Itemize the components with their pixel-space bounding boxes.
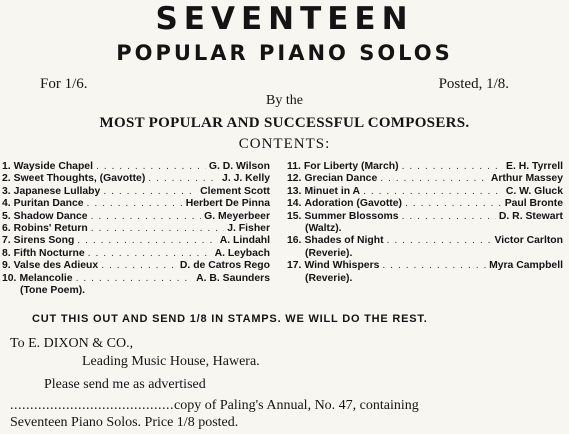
entry-title: Valse des Adieux <box>13 260 99 272</box>
entry-number: 16. <box>287 235 302 247</box>
contents-left-column <box>2 161 270 297</box>
entry-title: Shades of Night <box>304 235 384 247</box>
entry-title: Japanese Lullaby <box>13 185 101 197</box>
entry-note: (Waltz). <box>305 223 342 235</box>
dot-leader <box>380 173 488 185</box>
entry-number: 2. <box>2 173 11 185</box>
entry-composer: G. Meyerbeer <box>204 210 270 222</box>
entry-title: Summer Blossoms <box>304 210 399 222</box>
headline-subtitle: POPULAR PIANO SOLOS <box>116 41 453 65</box>
entry-number: 13. <box>287 185 302 197</box>
contents-entry <box>2 161 270 173</box>
contents-entry <box>287 260 563 272</box>
entry-title: Shadow Dance <box>13 210 88 222</box>
entry-composer: A. Leybach <box>214 247 270 259</box>
dot-leader <box>148 173 219 185</box>
dot-leader <box>88 248 212 260</box>
entry-composer: Paul Bronte <box>504 198 563 210</box>
entry-title: For Liberty (March) <box>303 161 399 172</box>
entry-title: Grecian Dance <box>304 173 378 185</box>
contents-entry <box>287 211 563 223</box>
entry-number: 6. <box>2 223 11 235</box>
entry-number: 7. <box>2 235 11 247</box>
dot-leader <box>402 161 503 173</box>
entry-title: Puritan Dance <box>13 198 84 210</box>
address-line-1: To E. DIXON & CO., <box>10 336 134 351</box>
entry-composer: J. J. Kelly <box>222 173 270 185</box>
contents-entry <box>287 173 563 185</box>
headline-title: SEVENTEEN <box>155 1 414 37</box>
dot-leader <box>387 235 492 247</box>
entry-composer: C. W. Gluck <box>505 185 563 197</box>
entry-number: 10. <box>2 272 17 284</box>
byline: By the <box>266 93 303 108</box>
entry-composer: G. D. Wilson <box>208 161 270 172</box>
dot-leader <box>77 235 216 247</box>
entry-number: 14. <box>287 198 302 210</box>
contents-right-column <box>287 161 563 285</box>
entry-note: (Reverie). <box>305 272 353 284</box>
contents-entry <box>2 248 270 260</box>
entry-number: 11. <box>287 161 301 172</box>
entry-title: Robins' Return <box>13 223 88 235</box>
entry-composer: D. R. Stewart <box>498 210 563 222</box>
dot-leader <box>91 211 202 223</box>
entry-composer: Arthur Massey <box>490 173 563 185</box>
entry-number: 3. <box>2 185 11 197</box>
dot-leader <box>101 260 177 272</box>
entry-composer: A. B. Saunders <box>196 272 270 284</box>
entry-number: 8. <box>2 247 11 259</box>
contents-entry <box>2 223 270 235</box>
composers-line: MOST POPULAR AND SUCCESSFUL COMPOSERS. <box>99 115 470 131</box>
contents-entry <box>287 235 563 247</box>
contents-entry <box>2 198 270 210</box>
entry-title: Adoration (Gavotte) <box>304 198 403 210</box>
contents-entry <box>287 186 563 198</box>
entry-composer: J. Fisher <box>227 223 270 235</box>
entry-title: Sweet Thoughts, (Gavotte) <box>13 173 146 185</box>
entry-number: 12. <box>287 173 302 185</box>
entry-note: (Tone Poem). <box>20 285 86 297</box>
contents-entry <box>2 211 270 223</box>
entry-title: Wayside Chapel <box>13 161 93 172</box>
entry-composer: Victor Carlton <box>494 235 563 247</box>
entry-title: Minuet in A <box>304 185 361 197</box>
cut-out-instruction: CUT THIS OUT AND SEND 1/8 IN STAMPS. WE WILL DO THE REST. <box>32 313 428 325</box>
contents-entry <box>2 186 270 198</box>
price: For 1/6. <box>40 76 88 92</box>
contents-entry <box>2 273 270 285</box>
entry-number: 15. <box>287 210 302 222</box>
entry-number: 4. <box>2 198 11 210</box>
entry-composer: A. Lindahl <box>219 235 270 247</box>
address-line-2: Leading Music House, Hawera. <box>82 354 260 369</box>
dot-leader <box>91 223 225 235</box>
entry-title: Wind Whispers <box>304 260 380 272</box>
dot-leader <box>76 273 193 285</box>
dot-leader <box>103 186 197 198</box>
entry-note: (Reverie). <box>305 247 353 259</box>
entry-title: Sirens Song <box>13 235 75 247</box>
order-copy-text: copy of Paling's Annual, No. 47, containing <box>174 398 419 413</box>
entry-title: Fifth Nocturne <box>13 247 85 259</box>
contents-entry <box>2 235 270 247</box>
entry-composer: D. de Catros Rego <box>179 260 270 272</box>
entry-title: Melancolie <box>19 272 73 284</box>
dot-leader <box>87 198 183 210</box>
entry-composer: E. H. Tyrrell <box>506 161 563 172</box>
order-request: Please send me as advertised <box>44 377 206 392</box>
entry-number: 17. <box>287 260 302 272</box>
dot-leader <box>363 186 503 198</box>
dot-leader <box>402 211 496 223</box>
entry-composer: Herbert De Pinna <box>185 198 270 210</box>
contents-heading: CONTENTS: <box>238 136 331 152</box>
fill-in-blank[interactable]: ......................................... <box>10 398 174 413</box>
entry-number: 9. <box>2 260 11 272</box>
contents-entry <box>2 173 270 185</box>
dot-leader <box>96 161 206 173</box>
entry-composer: Myra Campbell <box>489 260 563 272</box>
posted-price: Posted, 1/8. <box>438 76 509 92</box>
order-copy-line <box>10 398 419 414</box>
contents-entry <box>2 260 270 272</box>
order-final-line: Seventeen Piano Solos. Price 1/8 posted. <box>10 415 239 430</box>
entry-number: 1. <box>2 161 11 172</box>
dot-leader <box>382 260 486 272</box>
entry-number: 5. <box>2 210 11 222</box>
dot-leader <box>405 198 502 210</box>
entry-composer: Clement Scott <box>200 185 270 197</box>
contents-entry <box>287 198 563 210</box>
contents-entry <box>287 161 563 173</box>
